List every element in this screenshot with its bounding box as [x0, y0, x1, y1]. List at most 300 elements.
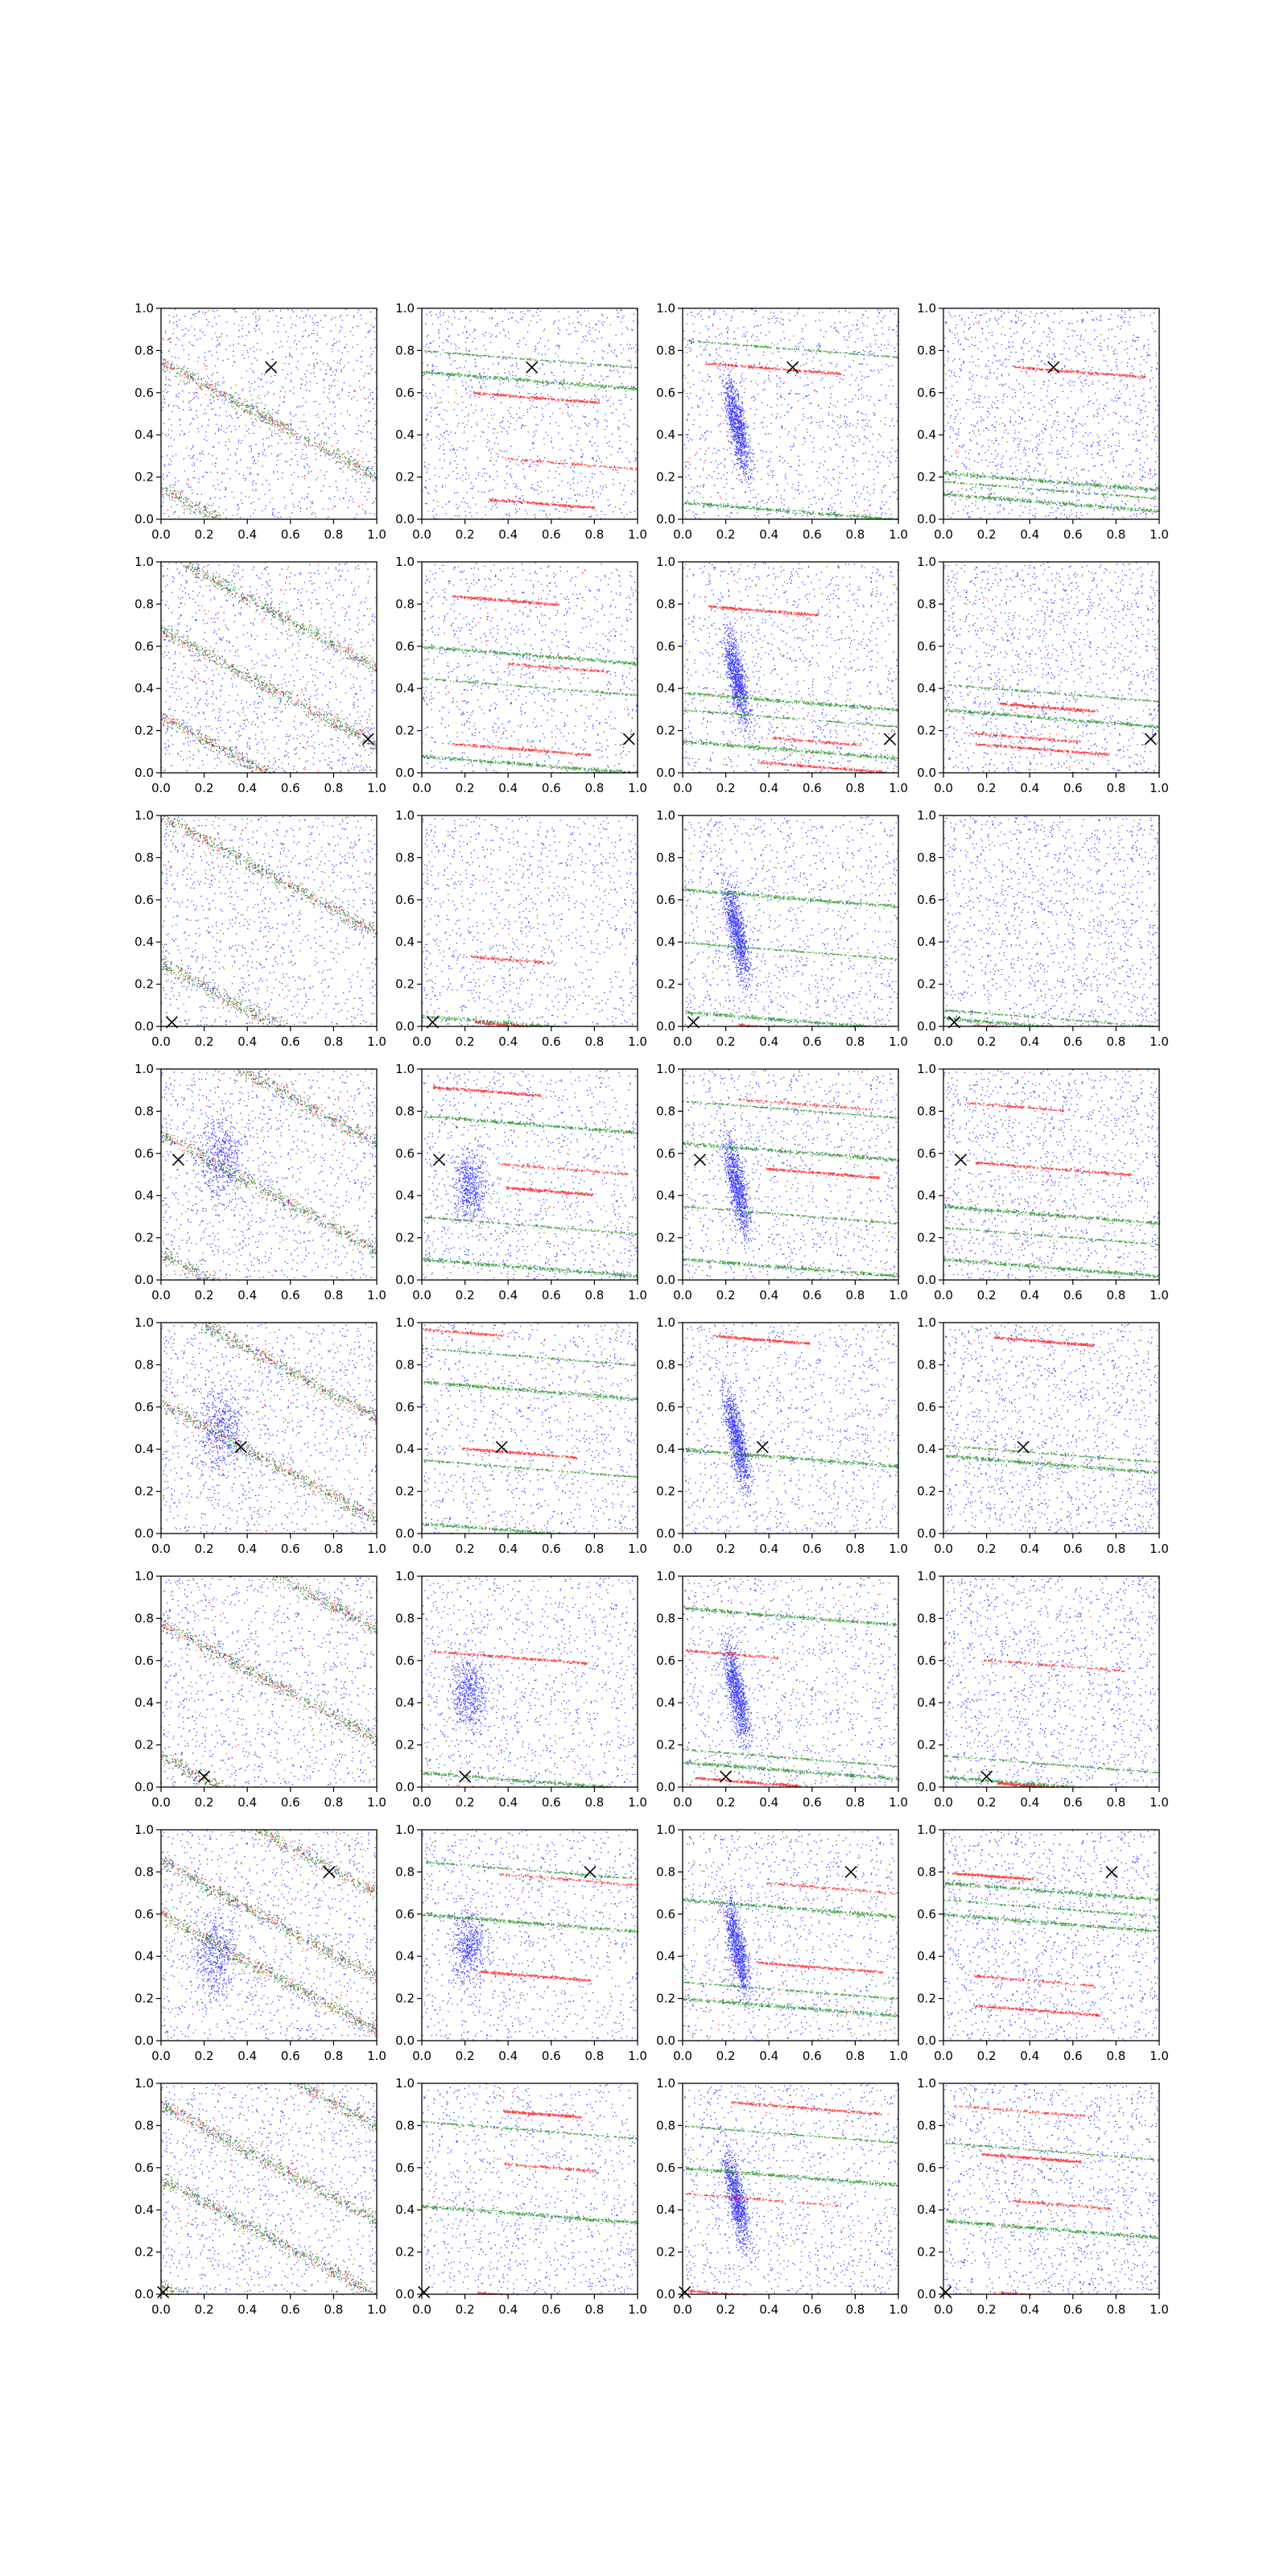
x-tick-label: 0.0 [673, 527, 692, 542]
green-points [161, 2083, 378, 2295]
y-tick-label: 0.4 [395, 1188, 415, 1203]
y-tick-label: 0.0 [656, 512, 675, 526]
y-tick-label: 0.8 [395, 1611, 415, 1626]
x-tick-label: 1.0 [367, 2049, 386, 2063]
x-tick-label: 0.2 [976, 2302, 997, 2317]
y-tick-label: 1.0 [134, 301, 154, 316]
blue-points [422, 815, 638, 1027]
y-tick-label: 1.0 [917, 555, 936, 569]
y-tick-label: 0.0 [917, 1526, 936, 1541]
y-tick-label: 0.2 [134, 469, 154, 485]
y-tick-label: 0.8 [134, 343, 154, 358]
subplot-r4-c4 [917, 1062, 1169, 1302]
y-tick-label: 0.6 [917, 1399, 936, 1414]
y-tick-label: 0.4 [917, 935, 936, 950]
y-tick-label: 0.4 [134, 427, 154, 443]
y-tick-label: 0.4 [134, 2202, 154, 2218]
x-tick-label: 0.6 [1063, 1288, 1083, 1302]
x-tick-label: 0.2 [716, 1795, 736, 1810]
green-points [422, 1830, 638, 2033]
y-tick-label: 0.8 [917, 1611, 936, 1626]
y-tick-label: 0.6 [134, 2160, 154, 2175]
y-tick-label: 0.2 [134, 723, 154, 738]
y-tick-label: 0.6 [395, 1906, 415, 1922]
y-tick-label: 0.8 [656, 850, 675, 865]
x-tick-label: 1.0 [889, 1034, 908, 1049]
x-tick-label: 1.0 [628, 527, 647, 542]
y-tick-label: 0.8 [134, 1611, 154, 1626]
y-tick-label: 0.6 [395, 638, 415, 654]
x-marker [584, 1866, 596, 1877]
x-tick-label: 0.2 [194, 527, 214, 542]
x-tick-label: 0.8 [324, 781, 344, 795]
blue-points [943, 815, 1160, 1027]
y-tick-label: 0.4 [917, 2202, 936, 2218]
green-points [943, 1071, 1160, 1281]
x-tick-label: 0.4 [759, 1542, 779, 1556]
x-tick-label: 0.6 [1063, 781, 1083, 795]
y-tick-label: 1.0 [395, 1823, 415, 1837]
red-points [943, 1579, 1160, 1789]
x-tick-label: 0.4 [759, 781, 779, 795]
y-tick-label: 0.0 [656, 2287, 675, 2301]
y-tick-label: 1.0 [917, 301, 936, 316]
subplot-r3-c2 [395, 808, 647, 1049]
subplot-r6-c3 [656, 1569, 908, 1810]
x-tick-label: 0.6 [280, 1542, 300, 1556]
x-tick-label: 0.2 [194, 2302, 214, 2317]
y-tick-label: 1.0 [917, 2076, 936, 2091]
x-tick-label: 0.6 [541, 527, 561, 542]
red-points [161, 562, 377, 774]
y-tick-label: 0.8 [134, 1357, 154, 1373]
y-tick-label: 0.0 [656, 1526, 675, 1541]
x-tick-label: 0.0 [412, 1542, 431, 1556]
x-tick-label: 1.0 [1150, 1288, 1169, 1302]
x-tick-label: 0.8 [584, 527, 605, 542]
subplot-r1-c3 [656, 301, 908, 542]
subplot-grid [134, 301, 1169, 2317]
y-tick-label: 0.8 [134, 850, 154, 865]
y-tick-label: 0.2 [395, 2244, 415, 2260]
y-tick-label: 0.2 [395, 1484, 415, 1499]
x-tick-label: 0.8 [845, 1288, 865, 1302]
x-tick-label: 0.8 [324, 2049, 344, 2063]
axes-frame [943, 1323, 1159, 1534]
x-tick-label: 0.6 [802, 2049, 822, 2063]
y-tick-label: 1.0 [395, 301, 415, 316]
x-tick-label: 1.0 [628, 1795, 647, 1810]
subplot-r4-c1 [134, 1062, 386, 1302]
subplot-r1-c4 [917, 301, 1169, 542]
x-tick-label: 0.0 [673, 781, 692, 795]
x-tick-label: 0.4 [1020, 2049, 1040, 2063]
y-tick-label: 1.0 [134, 555, 154, 569]
x-tick-label: 0.0 [673, 1542, 692, 1556]
axes-frame [943, 2083, 1159, 2294]
x-tick-label: 0.6 [802, 1542, 822, 1556]
y-tick-label: 0.0 [395, 1780, 415, 1794]
x-tick-label: 0.2 [455, 2049, 475, 2063]
y-tick-label: 0.8 [134, 1864, 154, 1880]
blue-points [422, 1323, 638, 1534]
y-tick-label: 0.4 [395, 1442, 415, 1457]
y-tick-label: 1.0 [395, 555, 415, 569]
x-tick-label: 0.2 [455, 781, 475, 795]
x-tick-label: 0.0 [934, 1795, 953, 1810]
x-tick-label: 0.0 [151, 1795, 171, 1810]
blue-points [683, 308, 899, 520]
x-tick-label: 1.0 [1150, 2302, 1169, 2317]
x-tick-label: 0.6 [541, 2302, 561, 2317]
x-tick-label: 0.4 [759, 2302, 779, 2317]
y-tick-label: 0.2 [656, 1991, 675, 2006]
y-tick-label: 0.0 [395, 1273, 415, 1287]
x-tick-label: 1.0 [367, 1795, 386, 1810]
axes-frame [422, 308, 638, 519]
y-tick-label: 0.6 [917, 385, 936, 400]
y-tick-label: 0.0 [134, 766, 154, 780]
y-tick-label: 0.4 [917, 1949, 936, 1964]
x-tick-label: 0.6 [1063, 2302, 1083, 2317]
x-tick-label: 0.0 [934, 1542, 953, 1556]
red-points [161, 1069, 378, 1280]
x-tick-label: 1.0 [367, 527, 386, 542]
axes-frame [422, 1069, 638, 1280]
x-tick-label: 0.8 [324, 1542, 344, 1556]
red-points [426, 1071, 637, 1281]
axes-frame [161, 308, 377, 519]
y-tick-label: 0.2 [917, 469, 936, 485]
x-marker [787, 361, 799, 373]
x-tick-label: 1.0 [889, 781, 908, 795]
x-tick-label: 1.0 [628, 2049, 647, 2063]
x-tick-label: 1.0 [628, 1542, 647, 1556]
y-tick-label: 1.0 [395, 1315, 415, 1330]
y-tick-label: 0.6 [656, 892, 675, 907]
blue-points [943, 308, 1160, 520]
green-points [683, 1578, 899, 1785]
x-tick-label: 0.6 [280, 2302, 300, 2317]
x-tick-label: 0.8 [324, 1288, 344, 1302]
y-tick-label: 0.4 [917, 1695, 936, 1711]
x-tick-label: 0.0 [673, 1288, 692, 1302]
x-tick-label: 0.0 [934, 1034, 953, 1049]
x-tick-label: 0.0 [412, 527, 431, 542]
x-tick-label: 0.0 [934, 1288, 953, 1302]
y-tick-label: 0.6 [656, 1399, 675, 1414]
subplot-r2-c2 [395, 555, 647, 795]
x-tick-label: 0.0 [412, 1288, 431, 1302]
blue-points [683, 562, 899, 774]
axes-frame [943, 562, 1159, 773]
x-tick-label: 1.0 [1150, 1795, 1169, 1810]
subplot-r2-c4 [917, 555, 1169, 795]
axes-frame [683, 308, 898, 519]
y-tick-label: 1.0 [656, 2076, 675, 2091]
y-tick-label: 0.8 [917, 1357, 936, 1373]
axes-frame [683, 1323, 898, 1534]
x-tick-label: 0.8 [584, 1034, 605, 1049]
x-tick-label: 0.4 [1020, 1034, 1040, 1049]
red-points [683, 1069, 898, 1278]
x-tick-label: 0.2 [455, 1542, 475, 1556]
x-tick-label: 1.0 [628, 781, 647, 795]
y-tick-label: 0.2 [134, 976, 154, 992]
y-tick-label: 0.8 [395, 343, 415, 358]
x-tick-label: 0.4 [237, 1542, 258, 1556]
x-tick-label: 0.6 [802, 1288, 822, 1302]
y-tick-label: 0.0 [395, 1526, 415, 1541]
x-tick-label: 0.8 [845, 527, 865, 542]
y-tick-label: 0.8 [395, 850, 415, 865]
green-points [161, 1069, 378, 1281]
y-tick-label: 0.0 [656, 766, 675, 780]
x-tick-label: 0.8 [1106, 1542, 1126, 1556]
y-tick-label: 0.0 [134, 1019, 154, 1034]
x-tick-label: 0.8 [845, 1542, 865, 1556]
blue-points [423, 308, 639, 520]
y-tick-label: 0.6 [656, 638, 675, 654]
red-points [161, 1323, 378, 1531]
y-tick-label: 0.8 [395, 1864, 415, 1880]
x-tick-label: 0.2 [455, 1795, 475, 1810]
x-tick-label: 0.8 [845, 2049, 865, 2063]
x-marker [1048, 361, 1059, 373]
red-points [700, 1328, 900, 1534]
y-tick-label: 1.0 [656, 301, 675, 316]
y-tick-label: 0.6 [917, 1146, 936, 1161]
y-tick-label: 0.8 [656, 1611, 675, 1626]
blue-points [683, 1069, 899, 1281]
x-tick-label: 0.0 [934, 2302, 953, 2317]
x-tick-label: 1.0 [1150, 1542, 1169, 1556]
x-tick-label: 0.2 [976, 781, 997, 795]
x-tick-label: 0.4 [237, 1288, 258, 1302]
y-tick-label: 0.0 [917, 2287, 936, 2301]
y-tick-label: 0.2 [395, 1737, 415, 1752]
blue-points [422, 1070, 638, 1281]
x-tick-label: 0.8 [584, 781, 605, 795]
y-tick-label: 0.8 [917, 2118, 936, 2133]
axes-frame [683, 562, 898, 773]
x-tick-label: 0.8 [584, 1288, 605, 1302]
y-tick-label: 0.8 [917, 850, 936, 865]
y-tick-label: 0.6 [656, 2160, 675, 2175]
green-points [161, 563, 378, 774]
x-tick-label: 1.0 [367, 1542, 386, 1556]
y-tick-label: 0.8 [917, 343, 936, 358]
x-tick-label: 0.6 [280, 2049, 300, 2063]
x-tick-label: 0.4 [237, 2302, 258, 2317]
x-tick-label: 0.4 [498, 1034, 518, 1049]
x-tick-label: 1.0 [1150, 527, 1169, 542]
x-marker [757, 1442, 768, 1453]
y-tick-label: 0.4 [917, 1442, 936, 1457]
subplot-r8-c4 [917, 2076, 1169, 2317]
y-tick-label: 0.0 [134, 2287, 154, 2301]
subplot-r5-c2 [395, 1315, 647, 1556]
x-tick-label: 0.2 [194, 1542, 214, 1556]
axes-frame [422, 1830, 638, 2041]
subplot-r7-c1 [134, 1823, 386, 2063]
x-tick-label: 0.4 [237, 1034, 258, 1049]
y-tick-label: 0.8 [917, 597, 936, 612]
y-tick-label: 1.0 [134, 1315, 154, 1330]
blue-points [683, 815, 899, 1027]
x-tick-label: 0.8 [845, 1034, 865, 1049]
x-tick-label: 0.4 [759, 527, 779, 542]
x-tick-label: 0.2 [194, 1288, 214, 1302]
x-marker [266, 361, 277, 373]
x-tick-label: 1.0 [1150, 781, 1169, 795]
y-tick-label: 1.0 [656, 555, 675, 569]
x-tick-label: 0.6 [280, 1034, 300, 1049]
x-tick-label: 0.4 [498, 781, 518, 795]
x-tick-label: 0.2 [194, 1034, 214, 1049]
blue-points [683, 1323, 899, 1534]
x-tick-label: 0.6 [280, 1288, 300, 1302]
x-tick-label: 0.8 [324, 527, 344, 542]
x-tick-label: 1.0 [1150, 1034, 1169, 1049]
y-tick-label: 0.2 [917, 1737, 936, 1752]
green-points [161, 816, 378, 1027]
x-tick-label: 0.8 [1106, 1034, 1126, 1049]
y-tick-label: 0.8 [395, 2118, 415, 2133]
y-tick-label: 0.4 [134, 1188, 154, 1203]
y-tick-label: 0.0 [395, 766, 415, 780]
green-points [422, 309, 638, 519]
y-tick-label: 0.0 [395, 1019, 415, 1034]
green-points [422, 2087, 638, 2287]
y-tick-label: 0.0 [917, 766, 936, 780]
x-tick-label: 1.0 [889, 1288, 908, 1302]
y-tick-label: 0.4 [917, 427, 936, 443]
x-tick-label: 0.2 [455, 527, 475, 542]
x-marker [158, 2286, 169, 2297]
x-tick-label: 0.2 [716, 2049, 736, 2063]
x-tick-label: 0.4 [498, 1542, 518, 1556]
x-tick-label: 0.2 [194, 2049, 214, 2063]
green-points [422, 815, 638, 1027]
y-tick-label: 0.4 [395, 681, 415, 696]
y-tick-label: 0.6 [134, 892, 154, 907]
x-tick-label: 0.6 [802, 781, 822, 795]
y-tick-label: 0.4 [134, 935, 154, 950]
x-tick-label: 0.2 [455, 2302, 475, 2317]
x-marker [940, 2286, 952, 2297]
x-tick-label: 0.2 [194, 1795, 214, 1810]
y-tick-label: 0.6 [395, 385, 415, 400]
y-tick-label: 0.2 [395, 469, 415, 485]
x-tick-label: 0.2 [716, 527, 736, 542]
axes-frame [422, 1576, 638, 1787]
y-tick-label: 0.4 [134, 1442, 154, 1457]
y-tick-label: 0.6 [395, 892, 415, 907]
subplot-r7-c4 [917, 1823, 1169, 2063]
x-tick-label: 0.0 [412, 2049, 431, 2063]
y-tick-label: 0.0 [656, 1019, 675, 1034]
blue-points [943, 2083, 1160, 2295]
subplot-r1-c1 [134, 301, 386, 542]
y-tick-label: 1.0 [656, 1823, 675, 1837]
x-tick-label: 0.6 [1063, 2049, 1083, 2063]
x-tick-label: 0.6 [541, 1795, 561, 1810]
y-tick-label: 0.2 [395, 976, 415, 992]
y-tick-label: 1.0 [917, 1823, 936, 1837]
axes-frame [683, 2083, 898, 2294]
y-tick-label: 0.6 [917, 2160, 936, 2175]
x-tick-label: 0.4 [1020, 781, 1040, 795]
y-tick-label: 0.0 [917, 1019, 936, 1034]
green-points [422, 1327, 638, 1535]
y-tick-label: 1.0 [134, 1062, 154, 1076]
y-tick-label: 0.4 [656, 2202, 675, 2218]
y-tick-label: 0.8 [656, 1104, 675, 1119]
x-marker [419, 2286, 430, 2297]
x-tick-label: 0.4 [237, 781, 258, 795]
y-tick-label: 0.2 [134, 1230, 154, 1245]
y-tick-label: 0.6 [395, 1399, 415, 1414]
x-tick-label: 1.0 [367, 1288, 386, 1302]
y-tick-label: 1.0 [917, 808, 936, 823]
y-tick-label: 1.0 [134, 1569, 154, 1583]
axes-frame [161, 1069, 377, 1280]
axes-frame [943, 815, 1159, 1026]
x-marker [460, 1771, 471, 1782]
x-tick-label: 0.6 [1063, 1034, 1083, 1049]
y-tick-label: 0.2 [134, 1484, 154, 1499]
x-tick-label: 0.8 [1106, 781, 1126, 795]
x-tick-label: 0.2 [716, 1288, 736, 1302]
y-tick-label: 0.6 [134, 638, 154, 654]
x-tick-label: 0.0 [151, 1288, 171, 1302]
x-tick-label: 0.6 [1063, 1542, 1083, 1556]
blue-points [683, 1576, 899, 1788]
y-tick-label: 0.8 [917, 1864, 936, 1880]
x-tick-label: 0.2 [976, 1288, 997, 1302]
x-tick-label: 0.0 [412, 2302, 431, 2317]
subplot-r5-c4 [917, 1315, 1169, 1556]
y-tick-label: 0.0 [917, 1273, 936, 1287]
red-points [683, 817, 894, 1027]
y-tick-label: 0.8 [656, 1357, 675, 1373]
x-marker [955, 1154, 966, 1166]
x-tick-label: 0.6 [1063, 1795, 1083, 1810]
subplot-r6-c1 [134, 1569, 386, 1810]
green-points [683, 312, 899, 520]
y-tick-label: 0.4 [395, 1695, 415, 1711]
x-tick-label: 0.8 [1106, 2049, 1126, 2063]
x-tick-label: 0.6 [802, 2302, 822, 2317]
y-tick-label: 0.4 [656, 681, 675, 696]
x-tick-label: 1.0 [628, 1288, 647, 1302]
y-tick-label: 0.2 [395, 1991, 415, 2006]
y-tick-label: 0.4 [656, 935, 675, 950]
axes-frame [943, 1576, 1159, 1787]
y-tick-label: 0.0 [134, 2033, 154, 2048]
y-tick-label: 0.0 [917, 2033, 936, 2048]
blue-points [161, 562, 378, 773]
y-tick-label: 1.0 [395, 1569, 415, 1583]
red-points [162, 310, 377, 520]
x-tick-label: 0.0 [151, 2302, 171, 2317]
x-tick-label: 0.6 [802, 1795, 822, 1810]
subplot-r1-c2 [395, 301, 647, 542]
y-tick-label: 0.4 [917, 681, 936, 696]
axes-frame [683, 1576, 898, 1787]
blue-points [943, 562, 1160, 774]
